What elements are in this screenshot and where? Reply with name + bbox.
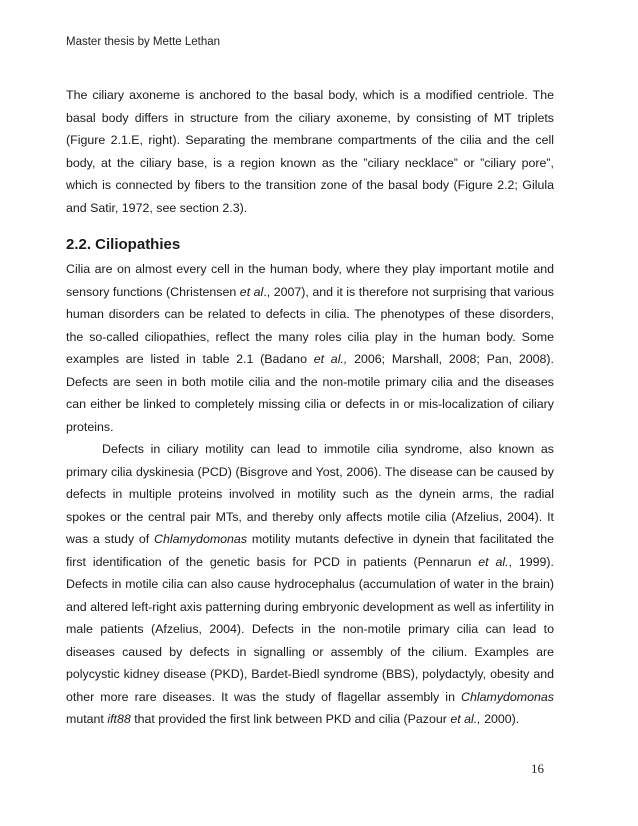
- text-run: mutant: [66, 712, 108, 726]
- italic-run: et al.: [478, 554, 509, 569]
- text-run: Defects in ciliary motility can lead to immotile cilia syndrome, also known as primary cilia dyskinesia (PCD) (Bisgrove and Yost, 2006). The disease can be caused by defects in multiple proteins involved in motility such as the dynein arms, the radial spokes or the central pair MTs, and thereby only affects motile cilia (Afzelius, 2004). It was a study of: [66, 442, 554, 546]
- text-run: 2006; Marshall, 2008; Pan, 2008). Defects are seen in both motile cilia and the non-motile primary cilia and the diseases can either be linked to completely missing cilia or defects in or mis-localization of ciliary proteins.: [66, 352, 555, 434]
- italic-run: Chlamydomonas: [154, 532, 248, 546]
- italic-run: et al.,: [313, 352, 348, 366]
- paragraph-ciliopathies-intro: [66, 258, 554, 438]
- text-run: 2000).: [480, 712, 520, 726]
- text-run: Cilia are on almost every cell in the human body, where they play important motile and sensory functions (Christensen: [66, 262, 554, 299]
- text-run: ., 2007), and it is therefore not surprising that various human disorders can be related to defects in cilia. The phenotypes of these disorders, the so-called ciliopathies, reflect the many roles cilia play in the human body. Some examples are listed in table 2.1 (Badano: [66, 284, 554, 366]
- section-heading: 2.2. Ciliopathies: [66, 236, 181, 253]
- text-run: motility mutants defective in dynein that facilitated the first identification of the genetic basis for PCD in patients (Pennarun: [66, 532, 554, 569]
- italic-run: et al.,: [450, 712, 481, 726]
- italic-run: et al: [239, 284, 264, 299]
- page-number: 16: [531, 761, 544, 776]
- page-body: [66, 84, 554, 731]
- italic-run: ift88: [107, 712, 131, 726]
- italic-run: Chlamydomonas: [461, 689, 554, 704]
- text-run: , 1999). Defects in motile cilia can also cause hydrocephalus (accumulation of water in the brain) and altered left-right axis patterning during embryonic development as well as infertility in male patients (Afzelius, 2004). Defects in the non-motile primary cilia can lead to diseases caused by defects in signalling or assembly of the cilium. Examples are polycystic kidney disease (PKD), Bardet-Biedl syndrome (BBS), polydactyly, obesity and other more rare diseases. It was the study of flagellar assembly in: [66, 554, 554, 704]
- text-run: that provided the first link between PKD and cilia (Pazour: [130, 712, 451, 726]
- running-header: Master thesis by Mette Lethan: [66, 36, 221, 48]
- paragraph-ciliary-motility: [66, 438, 554, 731]
- paragraph-basal-body: The ciliary axoneme is anchored to the basal body, which is a modified centriole. The basal body differs in structure from the ciliary axoneme, by consisting of MT triplets (Figure 2.1.E, right). Separating the membrane compartments of the cilia and the cell body, at the ciliary base, is a region known as the ”ciliary necklace” or ”ciliary pore”, which is connected by fibers to the transition zone of the basal body (Figure 2.2; Gilula and Satir, 1972, see section 2.3).: [66, 88, 554, 215]
